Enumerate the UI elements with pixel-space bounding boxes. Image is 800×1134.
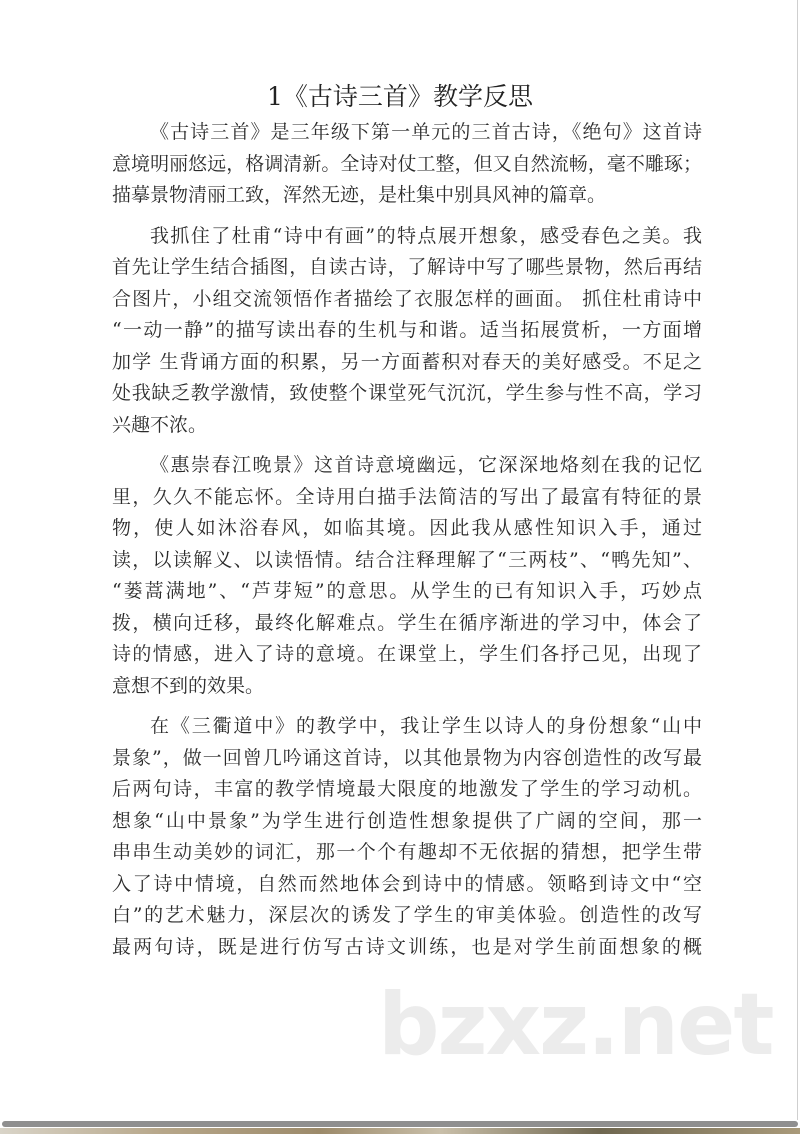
text-line: 合图片，小组交流领悟作者描绘了衣服怎样的画面。 抓住杜甫诗中 bbox=[112, 287, 702, 310]
background-image-strip bbox=[0, 1128, 800, 1134]
text-line: 在《三衢道中》的教学中，我让学生以诗人的身份想象“山中 bbox=[150, 715, 702, 737]
paragraph bbox=[112, 711, 702, 963]
text-line: 后两句诗，丰富的教学情境最大限度的地激发了学生的学习动机。 bbox=[112, 778, 702, 800]
text-line: 意想不到的效果。 bbox=[112, 674, 265, 697]
text-line: 描摹景物清丽工致，浑然无迹，是杜集中别具风神的篇章。 bbox=[112, 184, 607, 206]
text-line: 景象”，做一回曾几吟诵这首诗，以其他景物为内容创造性的改写最 bbox=[112, 746, 702, 769]
text-line: 《惠崇春江晚景》这首诗意境幽远，它深深地烙刻在我的记忆 bbox=[150, 454, 702, 476]
text-line: 首先让学生结合插图，自读古诗，了解诗中写了哪些景物，然后再结 bbox=[112, 256, 702, 278]
text-line: 《古诗三首》是三年级下第一单元的三首古诗，《绝句》这首诗 bbox=[150, 121, 702, 143]
text-line: “蒌蒿满地”、“芦芽短”的意思。从学生的已有知识入手，巧妙点 bbox=[112, 580, 702, 602]
text-line: 串串生动美妙的词汇，那一个个有趣却不无依据的猜想，把学生带 bbox=[112, 841, 702, 863]
document-title: 1《古诗三首》教学反思 bbox=[267, 82, 533, 111]
text-line: 我抓住了杜甫“诗中有画”的特点展开想象，感受春色之美。我 bbox=[150, 224, 702, 247]
text-line: 读，以读解义、以读悟情。结合注释理解了“三两枝”、“鸭先知”、 bbox=[112, 548, 702, 571]
text-line: 加学 生背诵方面的积累，另一方面蓄积对春天的美好感受。不足之 bbox=[112, 350, 702, 373]
paragraph bbox=[112, 450, 702, 702]
text-line: 处我缺乏教学激情，致使整个课堂死气沉沉，学生参与性不高，学习 bbox=[112, 382, 702, 404]
text-line: 入了诗中情境，自然而然地体会到诗中的情感。领略到诗文中“空 bbox=[112, 872, 702, 895]
text-line: 拨，横向迁移，最终化解难点。学生在循序渐进的学习中，体会了 bbox=[112, 611, 702, 634]
text-line: 最两句诗，既是进行仿写古诗文训练，也是对学生前面想象的概 bbox=[112, 935, 702, 958]
text-line: 意境明丽悠远，格调清新。全诗对仗工整，但又自然流畅，毫不雕琢； bbox=[112, 152, 702, 175]
horizontal-scrollbar[interactable] bbox=[2, 1121, 798, 1127]
text-line: 想象“山中景象”为学生进行创造性想象提供了广阔的空间，那一 bbox=[112, 809, 702, 832]
text-line: 兴趣不浓。 bbox=[112, 413, 208, 436]
text-line: 物，使人如沐浴春风，如临其境。因此我从感性知识入手，通过 bbox=[112, 517, 702, 539]
paragraph bbox=[112, 117, 702, 212]
text-line: 白”的艺术魅力，深层次的诱发了学生的审美体验。创造性的改写 bbox=[112, 904, 702, 926]
document-body bbox=[112, 117, 702, 972]
paragraph bbox=[112, 221, 702, 442]
text-line: 诗的情感，进入了诗的意境。在课堂上，学生们各抒己见，出现了 bbox=[112, 643, 702, 665]
text-line: “一动一静”的描写读出春的生机与和谐。适当拓展赏析，一方面增 bbox=[112, 319, 702, 341]
text-line: 里，久久不能忘怀。全诗用白描手法简洁的写出了最富有特征的景 bbox=[112, 485, 702, 508]
watermark: bzxz.net bbox=[378, 975, 773, 1075]
